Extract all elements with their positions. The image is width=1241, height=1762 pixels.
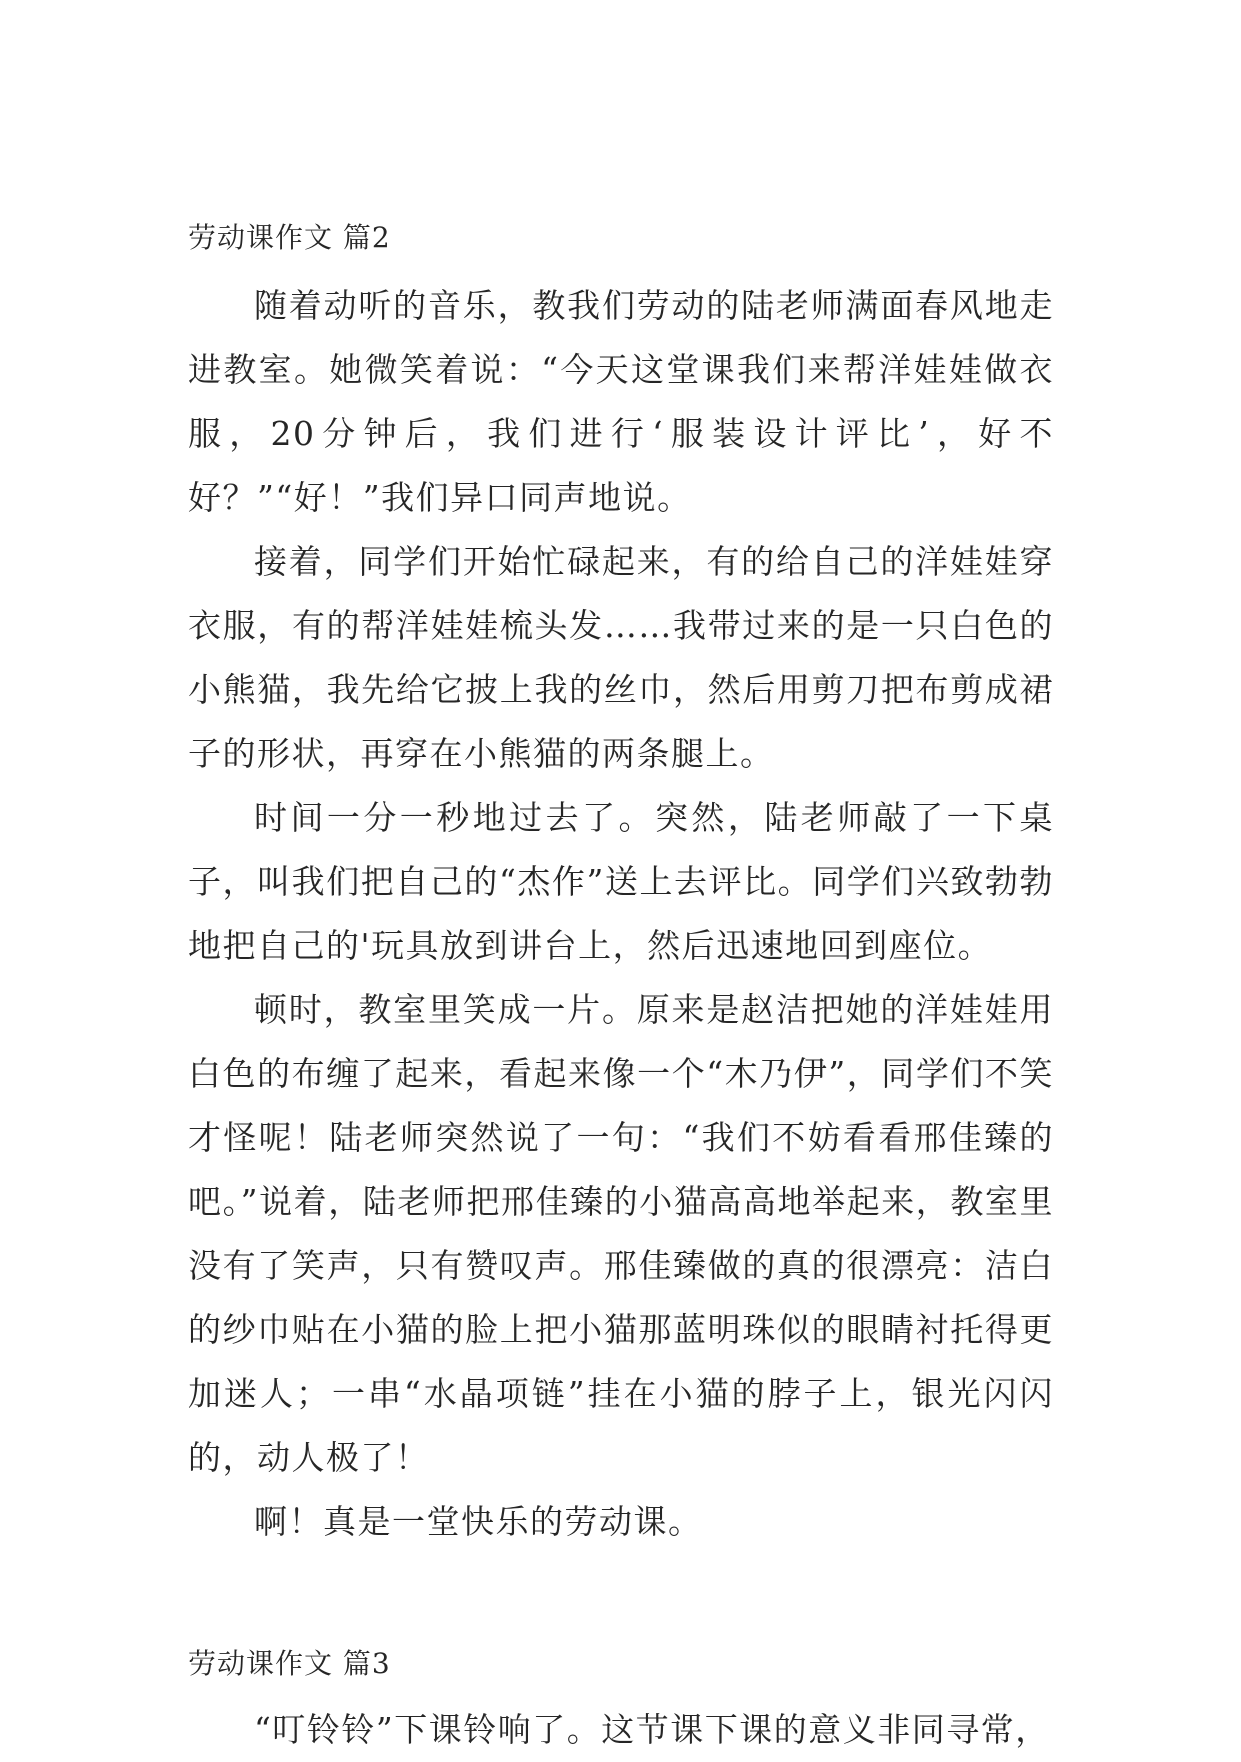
essay-body bbox=[188, 274, 1054, 1554]
essay-body bbox=[188, 1698, 1054, 1762]
document-page bbox=[188, 218, 1054, 1762]
paragraph: 啊！真是一堂快乐的劳动课。 bbox=[254, 1502, 703, 1541]
essay-heading: 劳动课作文 篇3 bbox=[188, 1647, 391, 1680]
paragraph: 时间一分一秒地过去了。突然，陆老师敲了一下桌子，叫我们把自己的“杰作”送上去评比。同学们兴致勃勃地把自己的'玩具放到讲台上，然后迅速地回到座位。 bbox=[188, 798, 1054, 965]
paragraph: “叮铃铃”下课铃响了。这节课下课的意义非同寻常， bbox=[254, 1710, 1050, 1749]
essay-heading: 劳动课作文 篇2 bbox=[188, 221, 391, 254]
paragraph: 随着动听的音乐，教我们劳动的陆老师满面春风地走进教室。她微笑着说：“今天这堂课我们来帮洋娃娃做衣服，20分钟后，我们进行‘服装设计评比’，好不好？”“好！”我们异口同声地说。 bbox=[188, 286, 1054, 517]
paragraph: 接着，同学们开始忙碌起来，有的给自己的洋娃娃穿衣服，有的帮洋娃娃梳头发……我带过来的是一只白色的小熊猫，我先给它披上我的丝巾，然后用剪刀把布剪成裙子的形状，再穿在小熊猫的两条腿上。 bbox=[188, 542, 1054, 773]
paragraph: 顿时，教室里笑成一片。原来是赵洁把她的洋娃娃用白色的布缠了起来，看起来像一个“木乃伊”，同学们不笑才怪呢！陆老师突然说了一句：“我们不妨看看邢佳臻的吧。”说着，陆老师把邢佳臻的小猫高高地举起来，教室里没有了笑声，只有赞叹声。邢佳臻做的真的很漂亮：洁白的纱巾贴在小猫的脸上把小猫那蓝明珠似的眼睛衬托得更加迷人；一串“水晶项链”挂在小猫的脖子上，银光闪闪的，动人极了！ bbox=[188, 990, 1054, 1477]
